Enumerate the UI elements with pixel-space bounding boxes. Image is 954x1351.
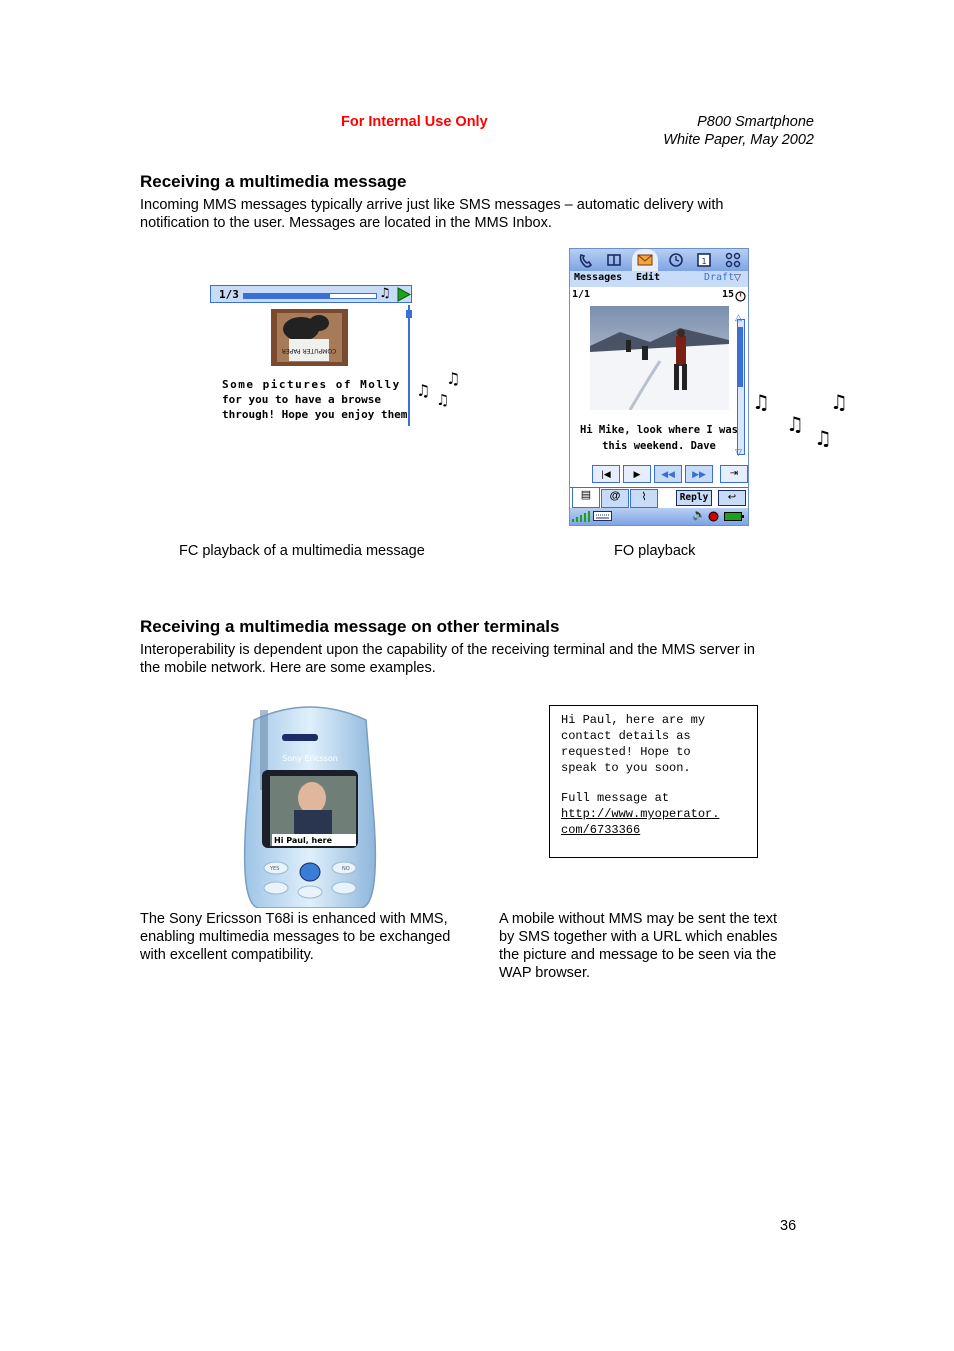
rewind-button[interactable]: ◀◀	[654, 465, 682, 483]
fo-caption: FO playback	[614, 543, 696, 559]
desc-line: with excellent compatibility.	[140, 947, 314, 963]
yes-key-label: YES	[270, 866, 280, 872]
music-note-icon: ♫	[416, 381, 431, 400]
internal-use-notice: For Internal Use Only	[341, 114, 488, 130]
paperclip-icon[interactable]: ⌇	[630, 489, 658, 508]
fo-text-line: Hi Mike, look where I was	[579, 424, 739, 436]
battery-icon	[724, 512, 744, 521]
fo-media-controls	[592, 465, 748, 483]
fc-text-line: through! Hope you enjoy them	[222, 408, 408, 421]
apps-icon[interactable]	[725, 252, 741, 268]
sms-line: requested! Hope to	[561, 745, 691, 759]
fo-text-line: this weekend. Dave	[602, 440, 716, 452]
scroll-up-icon[interactable]: △	[735, 312, 742, 322]
music-note-icon: ♫	[814, 426, 832, 450]
fo-menu-bar	[570, 271, 748, 287]
exit-player-button[interactable]: ⇥	[720, 465, 748, 483]
music-note-icon: ♫	[379, 286, 391, 301]
fc-progress-fill	[244, 294, 330, 298]
section-heading-other-terminals: Receiving a multimedia message on other terminals	[140, 617, 560, 636]
fc-message-text	[222, 377, 407, 422]
desc-line: by SMS together with a URL which enables	[499, 929, 778, 945]
desc-line: the picture and message to be seen via the	[499, 947, 777, 963]
scroll-down-icon[interactable]: ▽	[735, 447, 742, 457]
back-icon[interactable]: ↩	[718, 490, 746, 506]
menu-edit[interactable]: Edit	[636, 272, 661, 283]
music-note-icon: ♫	[830, 390, 848, 414]
at-icon[interactable]: @	[601, 489, 629, 508]
fo-message-text	[570, 422, 748, 454]
sms-url-link[interactable]: com/6733366	[561, 823, 641, 837]
sms-line: speak to you soon.	[561, 761, 691, 775]
phone-screen-text: Hi Paul, here	[274, 836, 333, 845]
desc-line: WAP browser.	[499, 965, 591, 981]
fo-tab-bar	[570, 487, 748, 508]
svg-text:1: 1	[701, 257, 707, 266]
body-line: Interoperability is dependent upon the capability of the receiving terminal and the MMS server in	[140, 642, 755, 658]
envelope-icon[interactable]	[637, 253, 653, 267]
document-header	[663, 113, 814, 149]
photo-box-text: COMPUTER PAPER	[281, 347, 337, 354]
product-name: P800 Smartphone	[697, 114, 814, 130]
sms-text-box	[549, 705, 758, 858]
alarm-icon	[708, 511, 719, 522]
desc-line: A mobile without MMS may be sent the text	[499, 911, 778, 927]
sms-line: Full message at	[561, 791, 670, 805]
fo-counter: 1/1	[572, 289, 591, 300]
document-date: White Paper, May 2002	[663, 132, 814, 148]
page-number: 36	[780, 1218, 797, 1234]
music-note-icon: ♫	[752, 390, 770, 414]
sms-url-link[interactable]: http://www.myoperator.	[561, 807, 720, 821]
timer-icon	[735, 291, 746, 302]
no-key-label: NO	[342, 866, 350, 872]
sms-spacer	[561, 776, 757, 790]
t68i-description	[140, 910, 450, 964]
music-note-icon: ♫	[786, 412, 804, 436]
fo-app-bar	[570, 249, 748, 271]
fo-scroll-thumb[interactable]	[737, 327, 743, 387]
skip-back-button[interactable]: |◀	[592, 465, 620, 483]
speaker-icon[interactable]: 🔈	[692, 509, 706, 521]
music-note-icon: ♫	[436, 391, 450, 409]
fc-counter: 1/3	[219, 288, 239, 301]
signal-icon	[572, 511, 590, 522]
play-button[interactable]: ▶	[623, 465, 651, 483]
fo-playback-screen	[569, 248, 749, 526]
section-body-receiving	[140, 196, 820, 232]
t68i-phone-image	[240, 700, 380, 908]
body-line: Incoming MMS messages typically arrive just like SMS messages – automatic delivery with	[140, 197, 724, 213]
clock-icon[interactable]	[668, 252, 684, 268]
sms-line: Hi Paul, here are my	[561, 713, 706, 727]
chevron-down-icon[interactable]: ▽	[734, 272, 741, 282]
fo-time-counter: 15	[722, 289, 735, 300]
music-note-icon: ♫	[446, 369, 461, 388]
section-body-other-terminals	[140, 641, 820, 677]
keyboard-icon[interactable]	[593, 511, 612, 521]
fc-scrollbar[interactable]	[408, 305, 410, 426]
body-line: notification to the user. Messages are located in the MMS Inbox.	[140, 215, 552, 231]
fc-caption: FC playback of a multimedia message	[179, 543, 425, 559]
molly-photo	[271, 309, 348, 366]
fc-progress-track[interactable]	[243, 293, 377, 299]
fc-scroll-thumb[interactable]	[406, 310, 412, 318]
fc-playback-screen	[210, 285, 470, 430]
menu-draft[interactable]: Draft	[704, 272, 735, 283]
fc-text-line: Some pictures of Molly	[222, 378, 401, 391]
fo-status-bar	[570, 508, 748, 525]
section-heading-receiving: Receiving a multimedia message	[140, 172, 407, 191]
fast-forward-button[interactable]: ▶▶	[685, 465, 713, 483]
book-icon[interactable]	[606, 252, 622, 268]
fc-player-bar	[210, 285, 412, 303]
body-line: the mobile network. Here are some examples.	[140, 660, 436, 676]
non-mms-description	[499, 910, 777, 982]
menu-messages[interactable]: Messages	[574, 272, 623, 283]
phone-brand-label: Sony Ericsson	[282, 754, 338, 763]
calendar-icon[interactable]	[696, 252, 712, 268]
desc-line: enabling multimedia messages to be exchanged	[140, 929, 451, 945]
snow-mountain-photo	[590, 306, 729, 410]
play-icon[interactable]	[397, 287, 411, 302]
document-tab-icon[interactable]: ▤	[572, 488, 600, 508]
sms-line: contact details as	[561, 729, 691, 743]
desc-line: The Sony Ericsson T68i is enhanced with MMS,	[140, 911, 448, 927]
fc-text-line: for you to have a browse	[222, 393, 381, 406]
reply-button[interactable]: Reply	[676, 490, 712, 506]
phone-icon[interactable]	[578, 252, 594, 268]
